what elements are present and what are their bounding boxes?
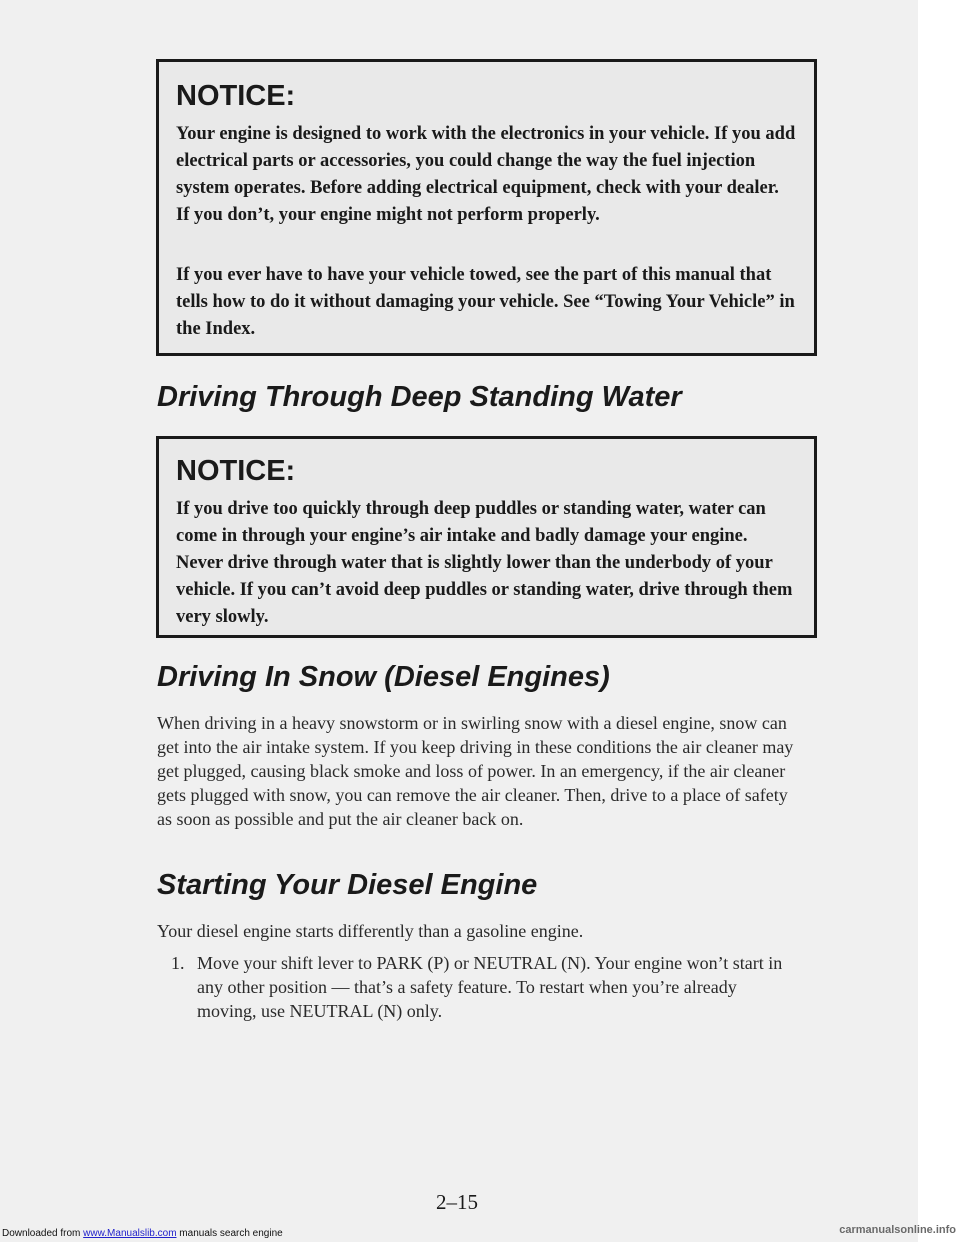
body-paragraph-starting: Your diesel engine starts differently than a gasoline engine. (157, 921, 584, 941)
footer-prefix: Downloaded from (2, 1228, 84, 1239)
page-number: 2–15 (436, 1190, 478, 1214)
list-item-text: Move your shift lever to PARK (P) or NEUTRAL (N). Your engine won’t start in any other position — that’s a safety feature. To restart when you’re already moving, use NEUTRAL (N) only. (197, 953, 783, 1021)
notice-box-electronics (156, 59, 817, 356)
manualslib-link[interactable]: www.Manualslib.com (83, 1228, 177, 1239)
footer-suffix: manuals search engine (176, 1228, 283, 1239)
section-heading-deep-water: Driving Through Deep Standing Water (157, 381, 682, 413)
notice-title: NOTICE: (176, 80, 296, 112)
watermark-text: carmanualsonline.info (839, 1224, 956, 1236)
notice-title: NOTICE: (176, 455, 296, 487)
notice-paragraph: If you ever have to have your vehicle towed, see the part of this manual that tells how to do it without damaging your vehicle. See “Towing Your Vehicle” in the Index. (176, 265, 795, 339)
list-item (171, 951, 797, 1023)
section-heading-starting-diesel: Starting Your Diesel Engine (157, 869, 538, 901)
notice-paragraph: If you drive too quickly through deep puddles or standing water, water can come in through your engine’s air intake and badly damage your engine. Never drive through water that is slightly lower than the underbody of your vehicle. If you can’t avoid deep puddles or standing water, drive through them very slowly. (176, 499, 793, 627)
list-item-number: 1. (171, 953, 185, 973)
body-paragraph-snow: When driving in a heavy snowstorm or in swirling snow with a diesel engine, snow can get into the air intake system. If you keep driving in these conditions the air cleaner may get plugged, causing black smoke and loss of power. In an emergency, if the air cleaner gets plugged with snow, you can remove the air cleaner. Then, drive to a place of safety as soon as possible and put the air cleaner back on. (157, 713, 794, 829)
download-footer (2, 1228, 283, 1239)
notice-box-deep-water (156, 436, 817, 638)
notice-paragraph: Your engine is designed to work with the electronics in your vehicle. If you add electrical parts or accessories, you could change the way the fuel injection system operates. Before adding electrical equipment, check with your dealer. If you don’t, your engine might not perform properly. (176, 124, 796, 225)
section-heading-snow: Driving In Snow (Diesel Engines) (157, 661, 610, 693)
